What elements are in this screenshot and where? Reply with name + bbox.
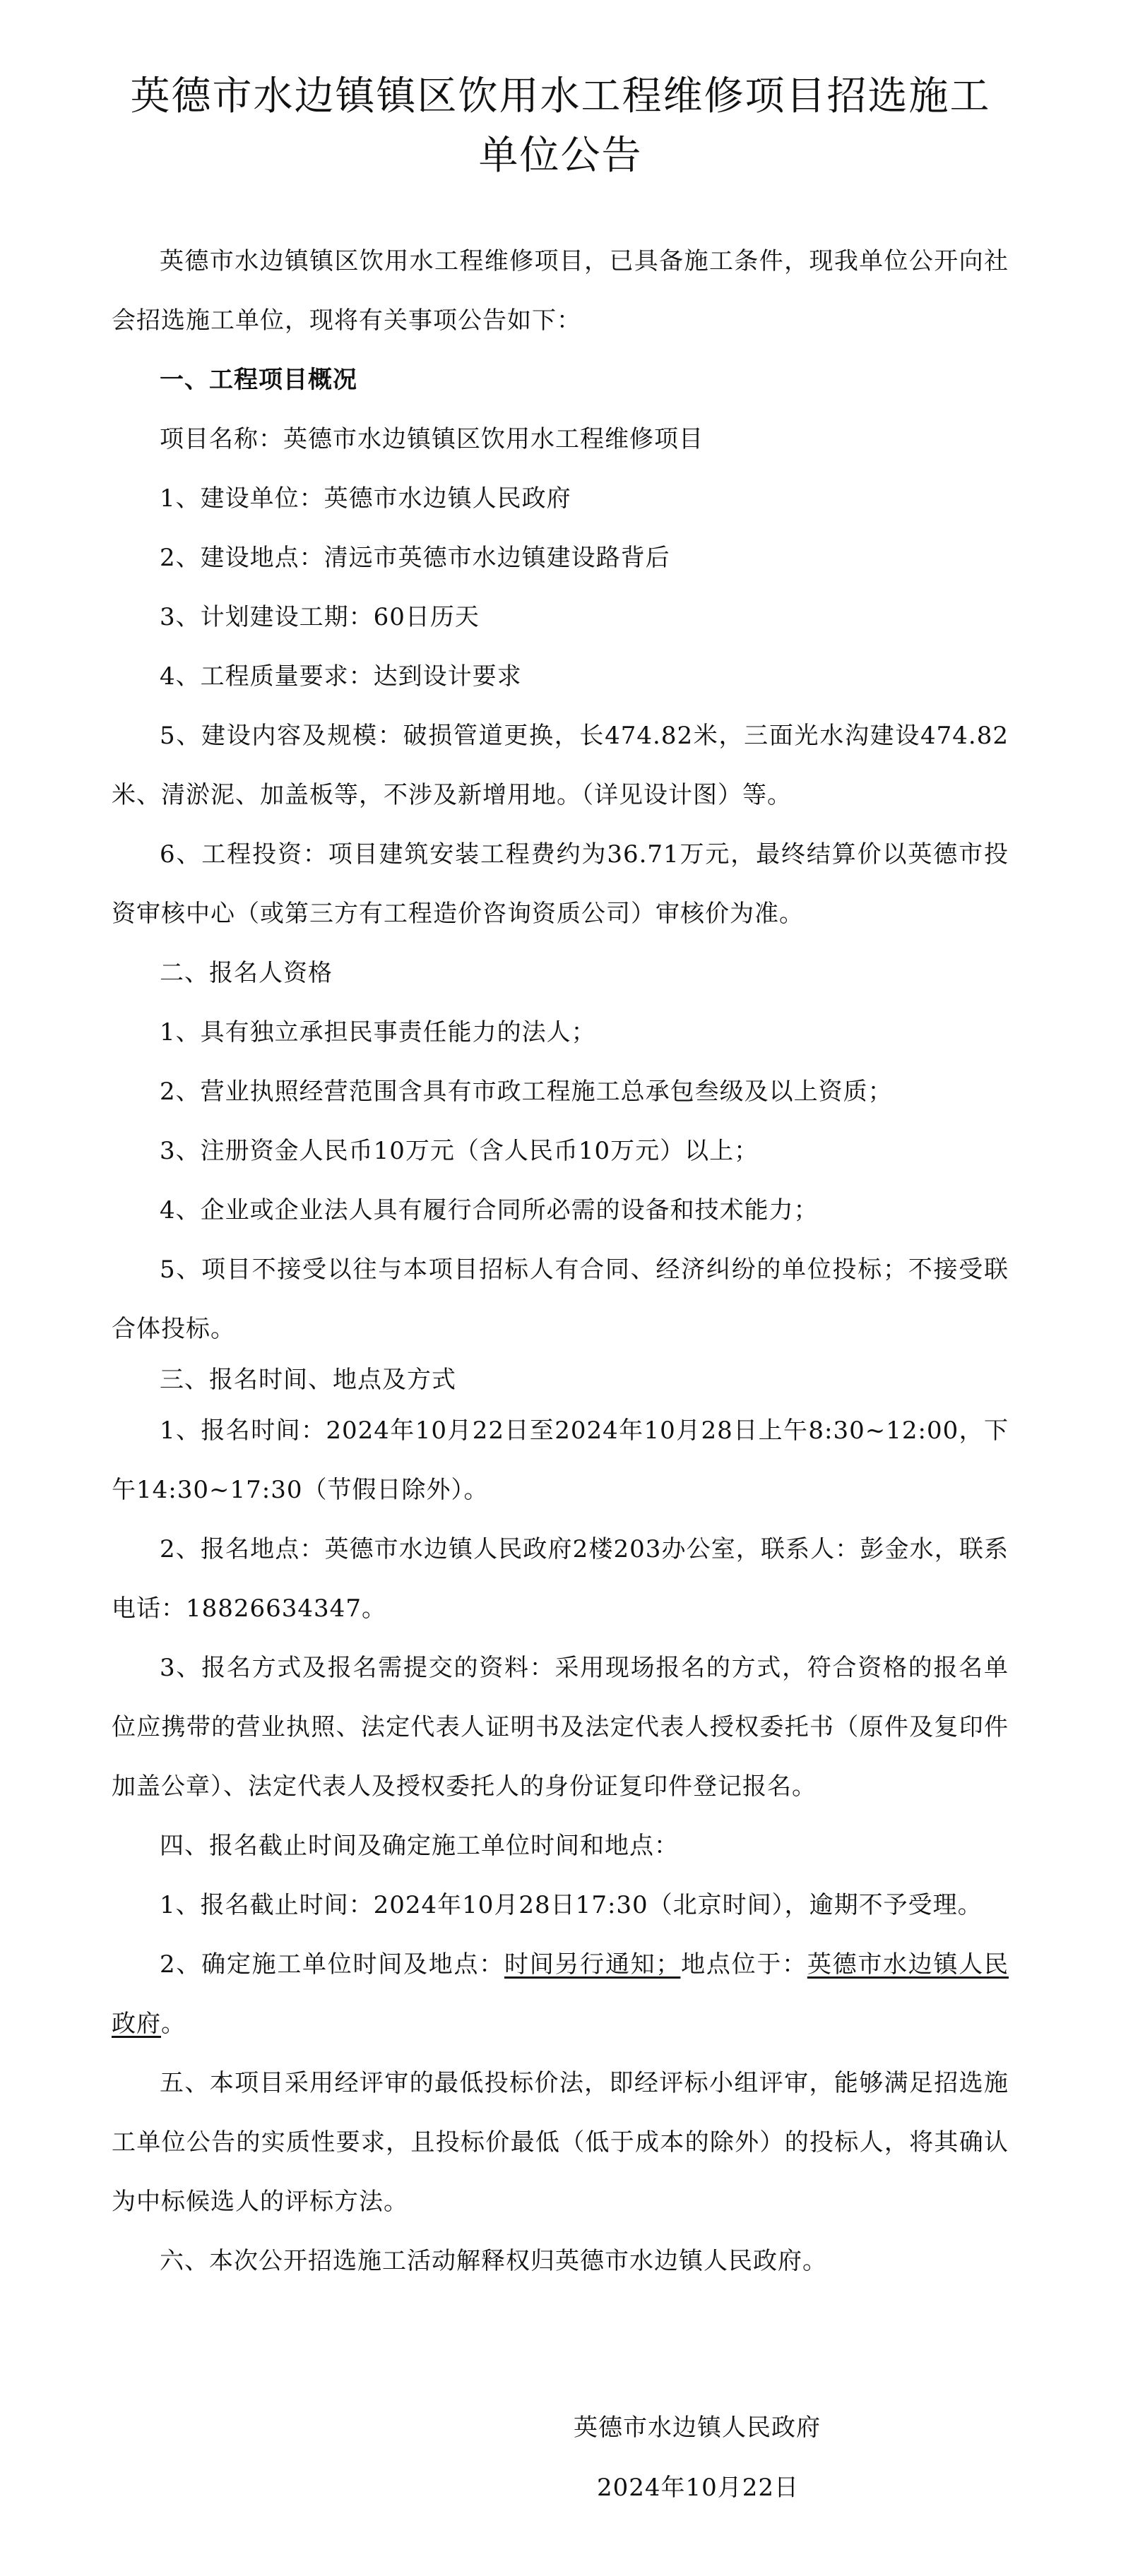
qualification-5: 5、项目不接受以往与本项目招标人有合同、经济纠纷的单位投标；不接受联合体投标。 <box>112 1256 1009 1343</box>
selection-prefix: 2、确定施工单位时间及地点： <box>160 1950 504 1979</box>
selection-mid: 地点位于： <box>680 1950 807 1979</box>
qualification-4: 4、企业或企业法人具有履行合同所必需的设备和技术能力； <box>160 1196 819 1224</box>
selection-time-place <box>112 1935 1009 2053</box>
document-title <box>78 67 1043 186</box>
section-2-heading: 二、报名人资格 <box>160 959 333 987</box>
construction-site: 2、建设地点：清远市英德市水边镇建设路背后 <box>160 544 670 572</box>
selection-time: 时间另行通知； <box>504 1950 681 1979</box>
selection-suffix: 。 <box>161 2010 186 2038</box>
qualification-1: 1、具有独立承担民事责任能力的法人； <box>160 1018 596 1046</box>
selection-place: 英德市水边镇人民政府 <box>112 1950 1009 2038</box>
section-6-paragraph: 六、本次公开招选施工活动解释权归英德市水边镇人民政府。 <box>160 2247 827 2275</box>
title-line-2: 单位公告 <box>478 133 643 179</box>
title-line-1: 英德市水边镇镇区饮用水工程维修项目招选施工 <box>130 73 991 119</box>
section-4-heading: 四、报名截止时间及确定施工单位时间和地点： <box>160 1832 679 1860</box>
registration-time: 1、报名时间：2024年10月22日至2024年10月28日上午8:30~12:00，下午14:30~17:30（节假日除外）。 <box>112 1417 1009 1504</box>
intro-paragraph: 英德市水边镇镇区饮用水工程维修项目，已具备施工条件，现我单位公开向社会招选施工单位，现将有关事项公告如下： <box>112 247 1009 335</box>
construction-scope: 5、建设内容及规模：破损管道更换，长474.82米，三面光水沟建设474.82米、清淤泥、加盖板等，不涉及新增用地。（详见设计图）等。 <box>112 722 1009 809</box>
project-investment: 6、工程投资：项目建筑安装工程费约为36.71万元，最终结算价以英德市投资审核中心（或第三方有工程造价咨询资质公司）审核价为准。 <box>112 840 1009 928</box>
signature-date: 2024年10月22日 <box>597 2474 800 2502</box>
qualification-3: 3、注册资金人民币10万元（含人民币10万元）以上； <box>160 1137 759 1165</box>
registration-method: 3、报名方式及报名需提交的资料：采用现场报名的方式，符合资格的报名单位应携带的营业执照、法定代表人证明书及法定代表人授权委托书（原件及复印件加盖公章）、法定代表人及授权委托人的身份证复印件登记报名。 <box>112 1654 1009 1801</box>
registration-deadline: 1、报名截止时间：2024年10月28日17:30（北京时间），逾期不予受理。 <box>160 1891 983 1919</box>
construction-unit: 1、建设单位：英德市水边镇人民政府 <box>160 484 571 513</box>
section-1-heading: 一、工程项目概况 <box>160 366 357 394</box>
project-name: 项目名称：英德市水边镇镇区饮用水工程维修项目 <box>160 425 704 453</box>
construction-period: 3、计划建设工期：60日历天 <box>160 603 480 631</box>
quality-requirement: 4、工程质量要求：达到设计要求 <box>160 662 522 691</box>
document-body <box>112 232 1009 2291</box>
signature-organization: 英德市水边镇人民政府 <box>574 2414 821 2442</box>
qualification-2: 2、营业执照经营范围含具有市政工程施工总承包叁级及以上资质； <box>160 1078 893 1106</box>
section-5-paragraph: 五、本项目采用经评审的最低投标价法，即经评标小组评审，能够满足招选施工单位公告的实质性要求，且投标价最低（低于成本的除外）的投标人，将其确认为中标候选人的评标方法。 <box>112 2069 1009 2216</box>
section-3-heading: 三、报名时间、地点及方式 <box>160 1366 456 1394</box>
registration-place: 2、报名地点：英德市水边镇人民政府2楼203办公室，联系人：彭金水，联系电话：18826634347。 <box>112 1535 1009 1623</box>
